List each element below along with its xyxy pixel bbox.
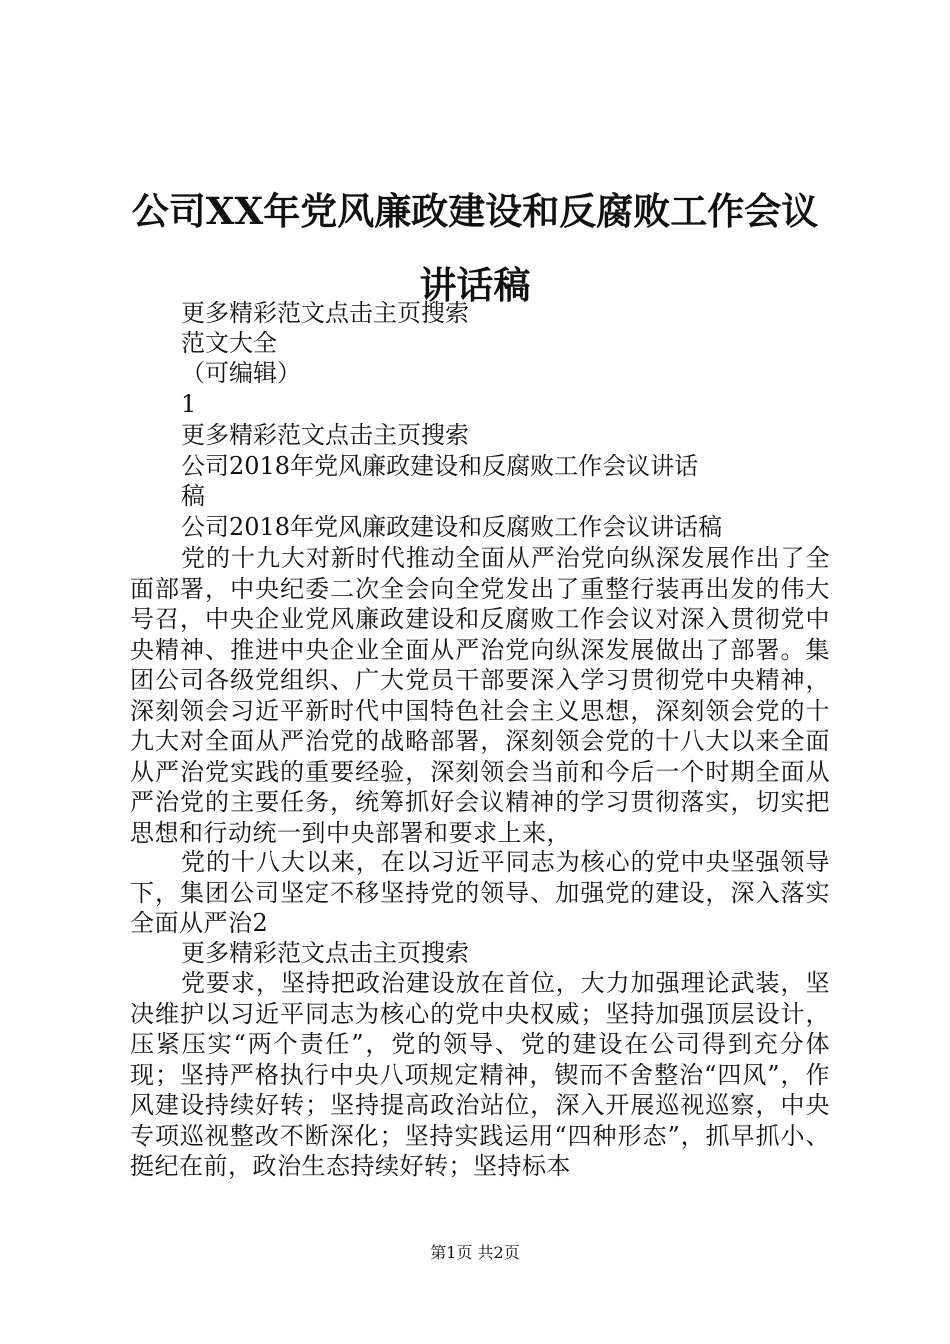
header-line: 范文大全 bbox=[181, 329, 277, 357]
page-footer: 第1页 共2页 bbox=[430, 1243, 520, 1262]
header-line: 更多精彩范文点击主页搜索 bbox=[181, 299, 469, 327]
body-paragraph: 党的十八大以来，在以习近平同志为核心的党中央坚强领导下，集团公司坚定不移坚持党的领导、加强党的建设，深入落实全面从严治2 bbox=[130, 848, 830, 937]
body-paragraph: 党的十九大对新时代推动全面从严治党向纵深发展作出了全面部署，中央纪委二次全会向全党发出了重整行装再出发的伟大号召，中央企业党风廉政建设和反腐败工作会议对深入贯彻党中央精神、推进中央企业全面从严治党向纵深发展做出了部署。集团公司各级党组织、广大党员干部要深入学习贯彻党中央精神，深刻领会习近平新时代中国特色社会主义思想，深刻领会党的十九大对全面从严治党的战略部署，深刻领会党的十八大以来全面从严治党实践的重要经验，深刻领会当前和今后一个时期全面从严治党的主要任务，统筹抓好会议精神的学习贯彻落实，切实把思想和行动统一到中央部署和要求上来， bbox=[130, 544, 830, 847]
body-paragraph: 党要求，坚持把政治建设放在首位，大力加强理论武装，坚决维护以习近平同志为核心的党中央权威；坚持加强顶层设计，压紧压实“两个责任”，党的领导、党的建设在公司得到充分体现；坚持严格执行中央八项规定精神，锲而不舍整治“四风”，作风建设持续好转；坚持提高政治站位，深入开展巡视巡察，中央专项巡视整改不断深化；坚持实践运用“四种形态”，抓早抓小、挺纪在前，政治生态持续好转；坚持标本 bbox=[130, 969, 830, 1180]
mid-line: 更多精彩范文点击主页搜索 bbox=[181, 939, 469, 967]
document-title: 公司XX年党风廉政建设和反腐败工作会议讲话稿 bbox=[131, 189, 819, 307]
header-line: 公司2018年党风廉政建设和反腐败工作会议讲话稿 bbox=[181, 513, 723, 541]
header-line: 稿 bbox=[181, 482, 205, 510]
header-line: 1 bbox=[181, 390, 197, 418]
header-line: 更多精彩范文点击主页搜索 bbox=[181, 421, 469, 449]
header-line: （可编辑） bbox=[181, 359, 301, 387]
header-line: 公司2018年党风廉政建设和反腐败工作会议讲话 bbox=[181, 452, 699, 480]
